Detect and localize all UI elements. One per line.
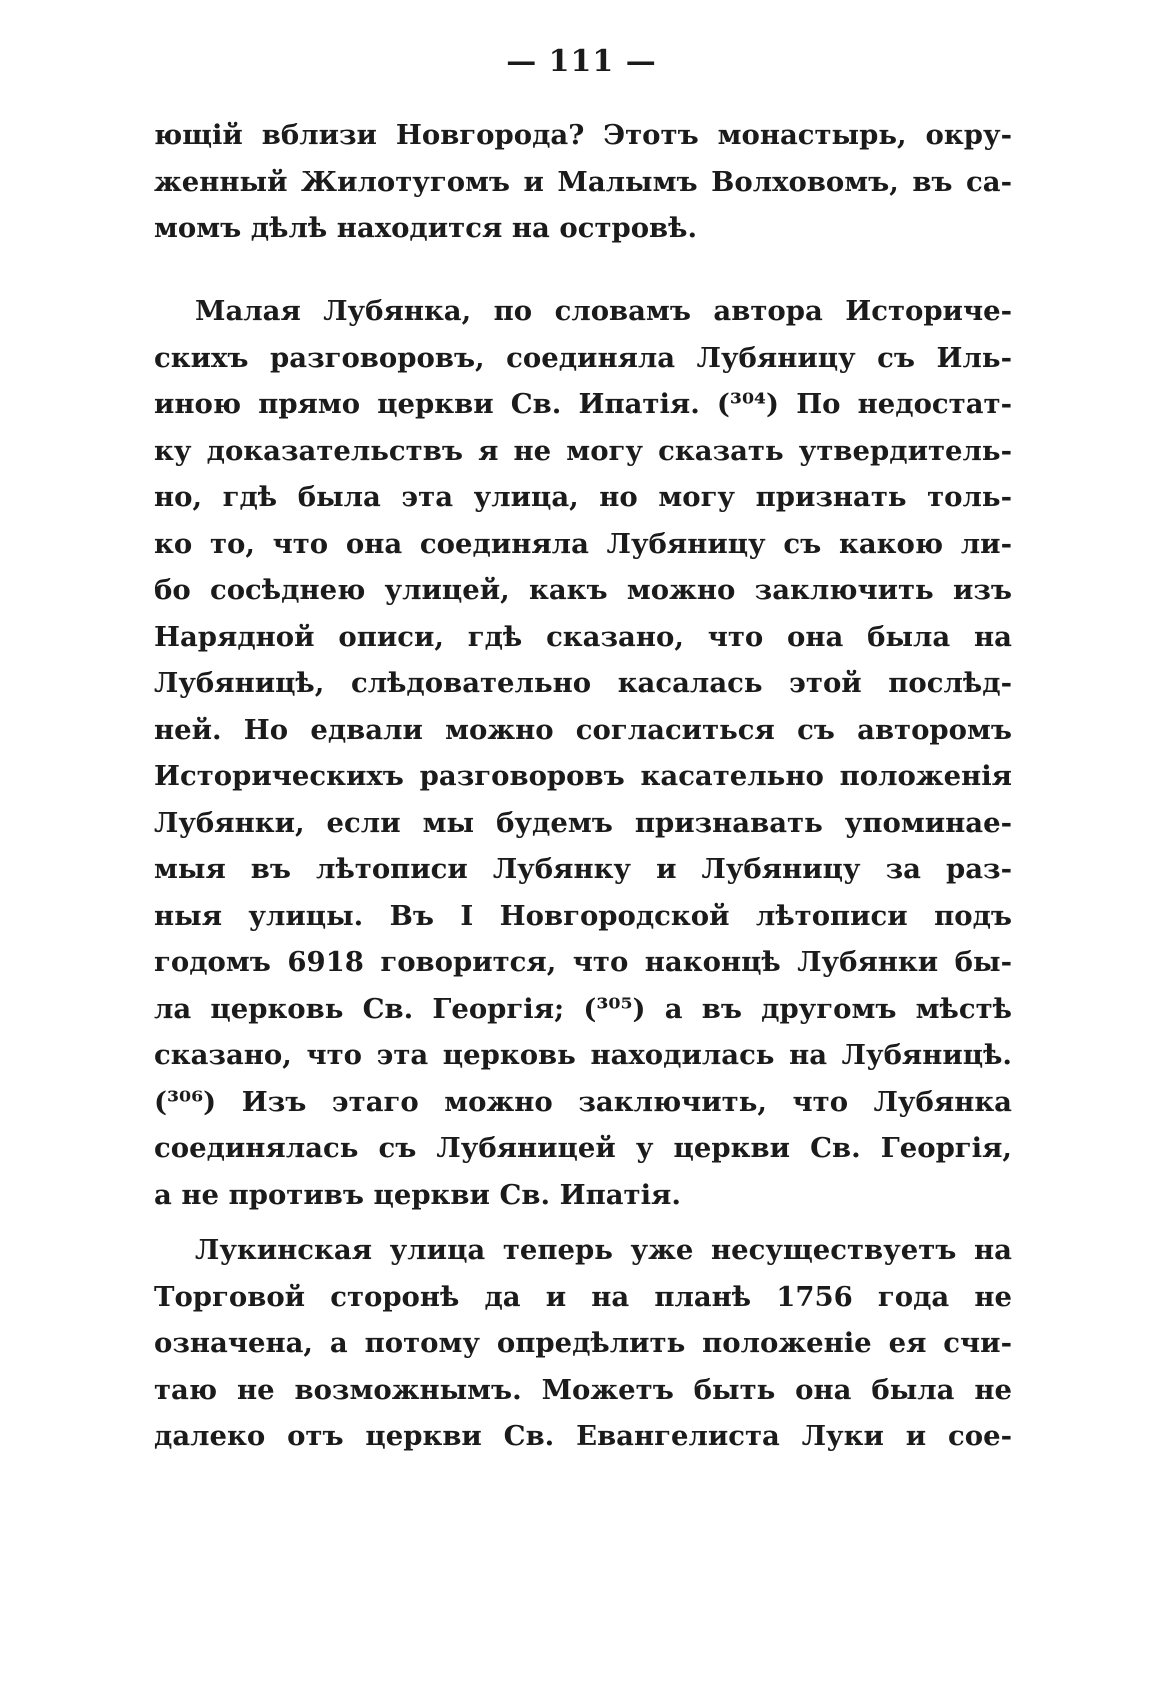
- text-line: а не противъ церкви Св. Ипатія.: [154, 1178, 681, 1211]
- text-line: Лубянки, если мы будемъ признавать упоминае-: [154, 806, 1012, 839]
- text-line: ней. Но едвали можно согласиться съ авторомъ: [154, 713, 1012, 746]
- text-line: означена, а потому опредѣлить положеніе ея счи-: [154, 1327, 1012, 1359]
- text-line: соединялась съ Лубяницей у церкви Св. Георгія,: [154, 1132, 1012, 1164]
- text-line: скихъ разговоровъ, соединяла Лубяницу съ Иль-: [154, 341, 1012, 374]
- text-line: далеко отъ церкви Св. Евангелиста Луки и сое-: [154, 1420, 1012, 1452]
- text-line: ку доказательствъ я не могу сказать утвердитель-: [154, 434, 1012, 467]
- text-line: Лукинская улица теперь уже несуществуетъ на: [195, 1234, 1012, 1266]
- paragraph-1: [154, 112, 1012, 252]
- text-line: ющій вблизи Новгорода? Этотъ монастырь, окру-: [154, 119, 1012, 151]
- text-line: сказано, что эта церковь находилась на Лубяницѣ.: [154, 1039, 1012, 1071]
- text-line: иною прямо церкви Св. Ипатія. (³⁰⁴) По недостат-: [154, 388, 1012, 420]
- text-line: Малая Лубянка, по словамъ автора Историче-: [195, 295, 1012, 327]
- text-line: ла церковь Св. Георгія; (³⁰⁵) а въ другомъ мѣстѣ: [154, 992, 1012, 1025]
- text-line: Нарядной описи, гдѣ сказано, что она была на: [154, 620, 1012, 653]
- text-line: момъ дѣлѣ находится на островѣ.: [154, 212, 698, 244]
- text-line: Лубяницѣ, слѣдовательно касалась этой послѣд-: [154, 667, 1012, 699]
- text-line: но, гдѣ была эта улица, но могу признать толь-: [154, 481, 1012, 513]
- text-line: таю не возможнымъ. Можетъ быть она была не: [154, 1373, 1012, 1406]
- paragraph-3: [154, 1227, 1012, 1460]
- text-line: ныя улицы. Въ I Новгородской лѣтописи подъ: [154, 899, 1012, 932]
- text-line: женный Жилотугомъ и Малымъ Волховомъ, въ са-: [154, 165, 1012, 198]
- page-number: — 111 —: [506, 44, 657, 79]
- text-line: Торговой сторонѣ да и на планѣ 1756 года не: [154, 1280, 1012, 1313]
- text-line: годомъ 6918 говорится, что наконцѣ Лубянки бы-: [154, 946, 1012, 978]
- text-line: бо сосѣднею улицей, какъ можно заключить изъ: [154, 574, 1012, 606]
- text-line: (³⁰⁶) Изъ этаго можно заключить, что Лубянка: [154, 1085, 1012, 1118]
- text-line: Историческихъ разговоровъ касательно положенія: [154, 760, 1012, 792]
- text-line: мыя въ лѣтописи Лубянку и Лубяницу за раз-: [154, 853, 1012, 885]
- text-line: ко то, что она соединяла Лубяницу съ какою ли-: [154, 527, 1012, 560]
- paragraph-2: [154, 288, 1012, 1218]
